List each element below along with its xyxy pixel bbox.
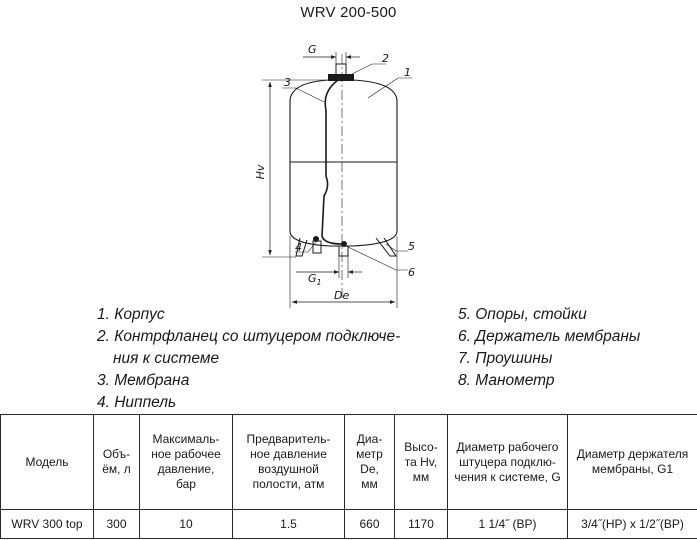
hv-label: Hv	[254, 164, 267, 180]
legend-item-membrane: 3. Мембрана	[97, 372, 190, 389]
legend-item-nipple: 4. Ниппель	[97, 394, 177, 411]
header-holder-diameter: Диаметр держателя мембраны, G1	[568, 415, 697, 510]
callout-leader-6	[346, 246, 408, 270]
cell-precharge-pressure: 1.5	[233, 510, 345, 539]
cell-height: 1170	[395, 510, 448, 539]
callout-1: 1	[404, 66, 411, 79]
legend-item-supports: 5. Опоры, стойки	[458, 306, 587, 323]
bottom-connector	[339, 246, 348, 256]
table-header-row	[1, 415, 697, 510]
legend-item-lugs: 7. Проушины	[458, 350, 553, 367]
callout-leader-2	[352, 64, 386, 74]
callout-leader-3	[282, 88, 324, 102]
cell-holder-diameter: 3/4˝(НР) х 1/2˝(ВР)	[568, 510, 697, 539]
support-leg-right	[376, 238, 396, 256]
nipple	[313, 241, 321, 253]
legend-item-pressure-gauge: 8. Манометр	[458, 372, 555, 389]
legend-item-counterflange: 2. Контрфланец со штуцером подключе-	[97, 328, 401, 345]
callout-6: 6	[408, 266, 415, 279]
legend-left	[97, 304, 400, 414]
g1-label: $G_1$	[308, 272, 322, 287]
header-volume: Объ- ём, л	[94, 415, 140, 510]
header-precharge-pressure: Предваритель- ное давление воздушной полости, атм	[233, 415, 345, 510]
cell-connection-diameter: 1 1/4˝ (ВР)	[448, 510, 568, 539]
cell-diameter: 660	[345, 510, 395, 539]
header-diameter: Диа- метр De, мм	[345, 415, 395, 510]
legend-right	[458, 304, 640, 392]
callout-3: 3	[284, 76, 291, 89]
callout-5: 5	[408, 240, 415, 253]
page-title: WRV 200-500	[300, 4, 397, 21]
top-connector	[336, 64, 346, 75]
header-height: Высо- та Hv, мм	[395, 415, 448, 510]
callout-2: 2	[382, 52, 389, 65]
legend-item-membrane-holder: 6. Держатель мембраны	[458, 328, 641, 345]
header-max-pressure: Максималь- ное рабочее давление, бар	[140, 415, 233, 510]
callout-4: 4	[295, 241, 302, 254]
header-model: Модель	[1, 415, 94, 510]
de-label: De	[334, 289, 350, 302]
g-label: G	[308, 43, 317, 56]
header-connection-diameter: Диаметр рабочего штуцера подклю- чения к системе, G	[448, 415, 568, 510]
table-row	[1, 510, 697, 539]
callout-leader-1	[368, 78, 412, 98]
legend-item-housing: 1. Корпус	[97, 306, 165, 323]
specs-table	[0, 414, 697, 539]
cell-model: WRV 300 top	[1, 510, 94, 539]
cell-max-pressure: 10	[140, 510, 233, 539]
tank-body	[290, 80, 397, 246]
cell-volume: 300	[94, 510, 140, 539]
legend-item-counterflange-cont: ния к системе	[113, 350, 220, 367]
